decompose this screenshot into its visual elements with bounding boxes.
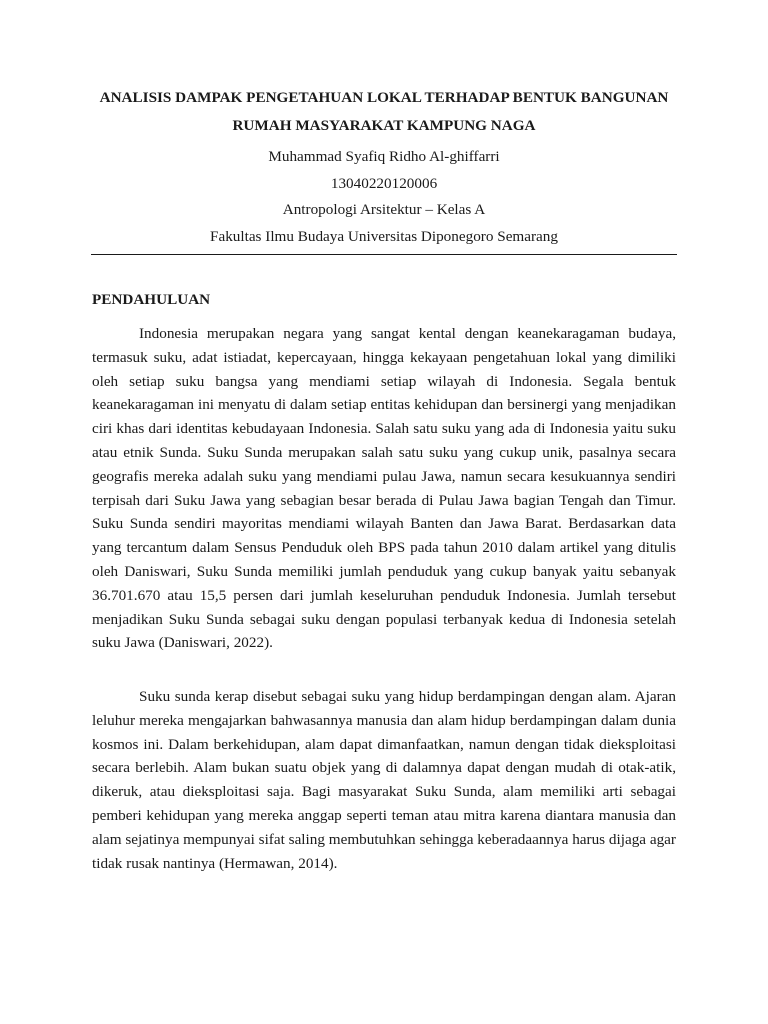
- title-line-1: ANALISIS DAMPAK PENGETAHUAN LOKAL TERHADAP BENTUK BANGUNAN: [99, 89, 669, 106]
- course-name: Antropologi Arsitektur – Kelas A: [282, 201, 486, 218]
- section-heading: PENDAHULUAN: [92, 291, 211, 308]
- institution-name: Fakultas Ilmu Budaya Universitas Diponegoro Semarang: [210, 227, 558, 245]
- body-paragraph-2: Suku sunda kerap disebut sebagai suku yang hidup berdampingan dengan alam. Ajaran leluhur mereka mengajarkan bahwasannya manusia dan alam hidup berdampingan dalam dunia kosmos ini. Dalam berkehidupan, alam dapat dimanfaatkan, namun dengan tidak dieksploitasi secara berlebih. Alam bukan suatu objek yang di dalamnya dapat dengan mudah di otak-atik, dikeruk, atau dieksploitasi saja. Bagi masyarakat Suku Sunda, alam memiliki arti sebagai pemberi kehidupan yang mereka anggap seperti teman atau mitra karena diantara manusia dan alam sejatinya mempunyai sifat saling membutuhkan sehingga keberadaannya harus dijaga agar tidak rusak nantinya (Hermawan, 2014).: [92, 688, 676, 872]
- student-id: 13040220120006: [330, 174, 438, 192]
- header-divider: [91, 254, 677, 255]
- body-paragraph-1: Indonesia merupakan negara yang sangat kental dengan keanekaragaman budaya, termasuk suku, adat istiadat, kepercayaan, hingga kekayaan pengetahuan lokal yang dimiliki oleh setiap suku bangsa yang mendiami setiap wilayah di Indonesia. Segala bentuk keanekaragaman ini menyatu di dalam setiap entitas kehidupan dan bersinergi yang menjadikan ciri khas dari identitas kebudayaan Indonesia. Salah satu suku yang ada di Indonesia yaitu suku atau etnik Sunda. Suku Sunda merupakan salah satu suku yang cukup unik, pasalnya secara geografis mereka adalah suku yang mendiami pulau Jawa, namun secara kesukuannya sendiri terpisah dari Suku Jawa yang sebagian besar berada di Pulau Jawa bagian Tengah dan Timur. Suku Sunda sendiri mayoritas mendiami wilayah Banten dan Jawa Barat. Berdasarkan data yang tercantum dalam Sensus Penduduk oleh BPS pada tahun 2010 dalam artikel yang ditulis oleh Daniswari, Suku Sunda memiliki jumlah penduduk yang cukup banyak yaitu sebanyak 36.701.670 atau 15,5 persen dari jumlah keseluruhan penduduk Indonesia. Jumlah tersebut menjadikan Suku Sunda sebagai suku dengan populasi terbanyak kedua di Indonesia setelah suku Jawa (Daniswari, 2022).: [92, 325, 676, 652]
- author-name: Muhammad Syafiq Ridho Al-ghiffarri: [268, 148, 500, 165]
- title-line-2: RUMAH MASYARAKAT KAMPUNG NAGA: [232, 117, 536, 134]
- document-title: [80, 84, 688, 140]
- author-block: [80, 144, 688, 250]
